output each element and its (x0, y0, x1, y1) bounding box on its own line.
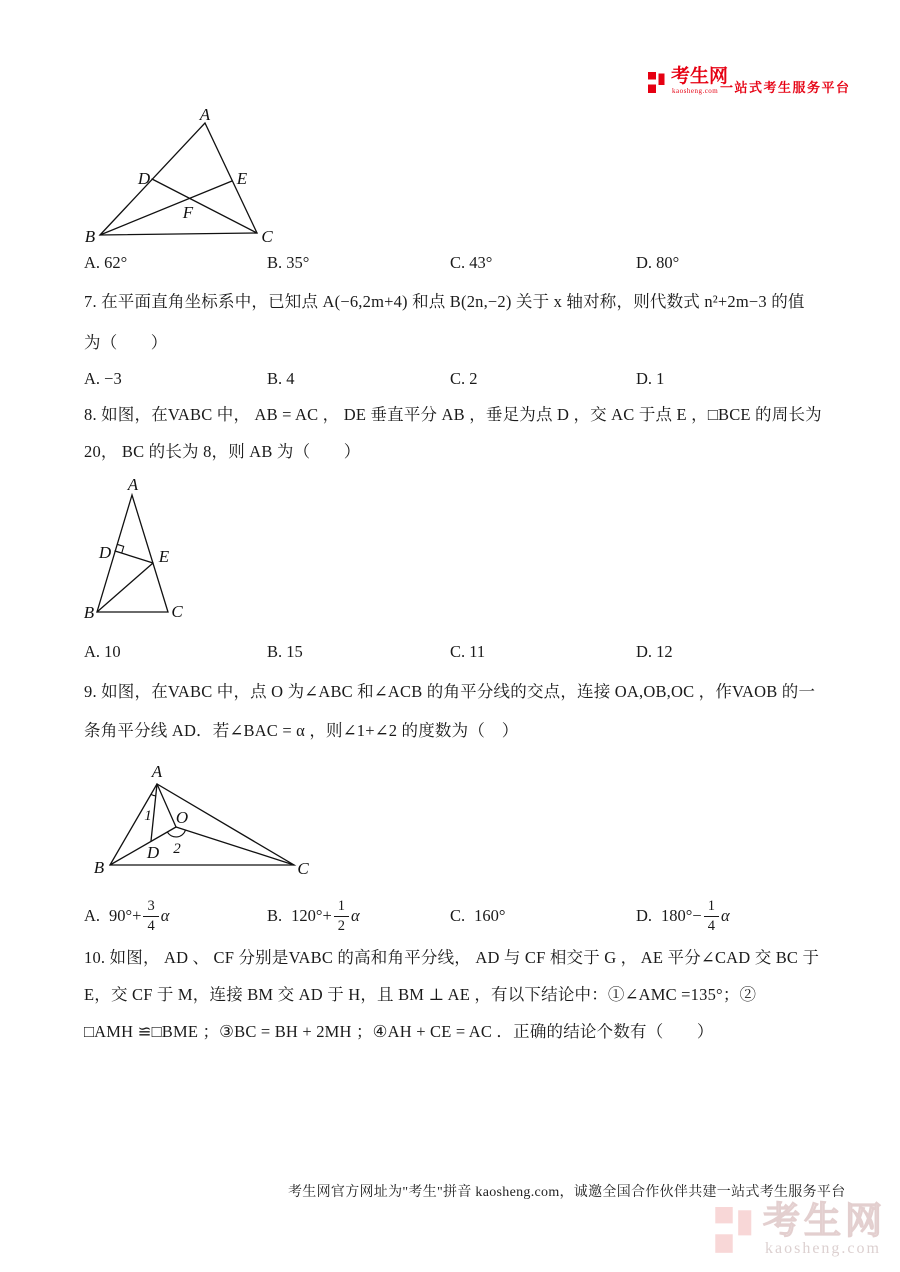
logo-tagline-text: 一站式考生服务平台 (720, 80, 851, 95)
fig3-label-A: A (151, 763, 163, 781)
q7-option-c: C. 2 (450, 369, 478, 388)
q7-option-b: B. 4 (267, 369, 295, 388)
logo-brand-text: 考生网 (671, 66, 729, 87)
watermark (705, 1203, 885, 1263)
fig1-label-A: A (199, 105, 211, 124)
q9-options-row (0, 890, 900, 942)
q8-option-d: D. 12 (636, 642, 673, 661)
fig3-label-O: O (175, 808, 189, 827)
fig3-label-angle2: 2 (173, 841, 181, 857)
q9-line2: 条角平分线 AD．若∠BAC = α ，则∠1+∠2 的度数为（ ） (84, 721, 519, 740)
watermark-logo-icon (715, 1207, 757, 1255)
q9-option-c-value: 160° (474, 906, 506, 925)
q9-line1: 9. 如图，在VABC 中，点 O 为∠ABC 和∠ACB 的角平分线的交点，连接 OA,OB,OC ，作VAOB 的一 (84, 682, 816, 701)
q9-option-b-pre: 120°+ (291, 906, 332, 925)
fig2-label-E: E (158, 547, 170, 566)
fig1-label-B: B (84, 227, 96, 246)
q9-option-a-alpha: α (160, 906, 170, 925)
q7-line2: 为（ ） (84, 333, 168, 352)
fig2-label-C: C (171, 602, 183, 621)
fig3-label-B: B (93, 858, 105, 877)
kaosheng-logo-icon (648, 72, 667, 94)
q8-option-a: A. 10 (84, 642, 121, 661)
q8-option-b: B. 15 (267, 642, 303, 661)
fig3-label-D: D (146, 843, 160, 862)
q10-line3: □AMH ≌□BME ；③BC = BH + 2MH ；④AH + CE = AC ．正确的结论个数有（ ） (84, 1022, 714, 1041)
watermark-brand-text: 考生网 (763, 1201, 886, 1242)
q9-option-b-fraction: $\frac{1}{2}$ (334, 898, 349, 934)
q9-option-c-label: C. (450, 906, 466, 925)
q6-option-a: A. 62° (84, 253, 128, 272)
q9-option-b-alpha: α (351, 906, 360, 925)
fig1-label-C: C (261, 227, 273, 246)
q9-option-d-pre: 180°− (661, 906, 702, 925)
fig2-label-A: A (127, 475, 139, 494)
q9-option-d-label: D. (636, 906, 653, 925)
q9-option-a (84, 890, 169, 942)
q7-option-a: A. −3 (84, 369, 122, 388)
q8-line2: 20， BC 的长为 8，则 AB 为（ ） (84, 442, 361, 461)
q10-line2: E，交 CF 于 M，连接 BM 交 AD 于 H，且 BM ⊥ AE ，有以下结论中：①∠AMC =135°；② (84, 985, 757, 1004)
q6-option-d: D. 80° (636, 253, 680, 272)
fig3-label-angle1: 1 (144, 808, 152, 824)
figure-q9-triangle (90, 763, 320, 880)
q6-option-b: B. 35° (267, 253, 310, 272)
footer-text: 考生网官方网址为"考生"拼音 kaosheng.com，诚邀全国合作伙伴共建一站式考生服务平台 (288, 1185, 846, 1200)
q9-option-d-alpha: α (720, 906, 730, 925)
q8-line1: 8. 如图，在VABC 中， AB = AC ， DE 垂直平分 AB ，垂足为点 D ，交 AC 于点 E ，□BCE 的周长为 (84, 405, 822, 424)
q9-option-a-label: A. (84, 906, 101, 925)
fig1-label-F: F (182, 203, 194, 222)
watermark-domain-text: kaosheng.com (765, 1240, 881, 1257)
q6-options-row (0, 253, 900, 273)
logo-domain-text: kaosheng.com (672, 87, 719, 95)
q9-option-a-pre: 90°+ (109, 906, 142, 925)
q6-option-c: C. 43° (450, 253, 493, 272)
fig1-label-D: D (137, 169, 151, 188)
fig2-label-D: D (98, 543, 112, 562)
q9-option-a-fraction: $\frac{3}{4}$ (143, 898, 158, 934)
fig2-label-B: B (83, 603, 95, 622)
q9-option-b-label: B. (267, 906, 283, 925)
q9-option-b (267, 890, 360, 942)
q7-line1: 7. 在平面直角坐标系中，已知点 A(−6,2m+4) 和点 B(2n,−2) 关于 x 轴对称，则代数式 n²+2m−3 的值 (84, 292, 805, 311)
figure-q8-triangle (80, 470, 190, 622)
q8-options-row (0, 642, 900, 662)
q10-line1: 10. 如图， AD 、 CF 分别是VABC 的高和角平分线， AD 与 CF 相交于 G ， AE 平分∠CAD 交 BC 于 (84, 948, 820, 967)
q9-option-c (450, 890, 506, 942)
figure-q6-triangle (80, 105, 280, 250)
q7-option-d: D. 1 (636, 369, 665, 388)
fig3-label-C: C (297, 859, 309, 878)
q9-option-d-fraction: $\frac{1}{4}$ (704, 898, 719, 934)
q7-options-row (0, 369, 900, 389)
header-logo (648, 65, 851, 99)
q8-option-c: C. 11 (450, 642, 486, 661)
q9-option-d (636, 890, 730, 942)
fig1-label-E: E (236, 169, 248, 188)
